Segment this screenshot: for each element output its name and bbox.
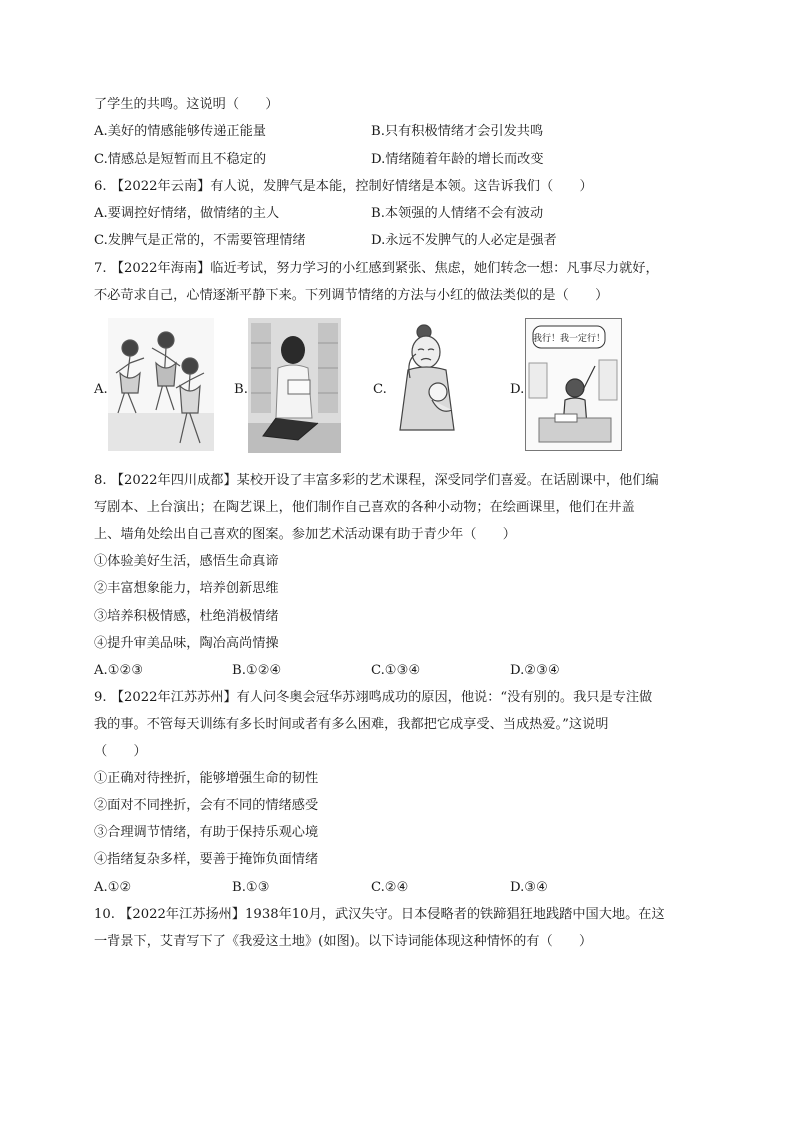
- q7-stem-line1: 7. 【2022年海南】临近考试，努力学习的小红感到紧张、焦虑，她们转念一想：凡事尽力就好，: [94, 261, 659, 276]
- girl-cheering-image: [525, 318, 622, 451]
- q8-option-c: C.①③④: [371, 663, 421, 678]
- q8-option-d: D.②③④: [510, 663, 560, 678]
- q8-option-a: A.①②③: [94, 663, 144, 678]
- dancing-girls-image: [108, 318, 214, 451]
- q8-stem-line2: 写剧本、上台演出；在陶艺课上，他们制作自己喜欢的各种小动物；在绘画课里，他们在井盖: [94, 500, 635, 515]
- speech-bubble-text: 我行！我一定行！: [532, 334, 606, 344]
- q9-option-d: D.③④: [510, 880, 548, 895]
- q8-stem-line1: 8. 【2022年四川成都】某校开设了丰富多彩的艺术课程，深受同学们喜爱。在话剧课中，他们编: [94, 473, 659, 488]
- q5-option-d: D.情绪随着年龄的增长而改变: [371, 152, 544, 167]
- q9-stem-line3: （ ）: [94, 744, 147, 759]
- q5-option-c: C.情感总是短暂而且不稳定的: [94, 152, 267, 167]
- q9-item-1: ①正确对待挫折，能够增强生命的韧性: [94, 771, 319, 786]
- q7-label-a: A.: [94, 382, 108, 397]
- q8-item-3: ③培养积极情感，杜绝消极情绪: [94, 609, 279, 624]
- q8-item-4: ④提升审美品味，陶冶高尚情操: [94, 636, 279, 651]
- mother-crying-image: [388, 320, 474, 445]
- q9-option-c: C.②④: [371, 880, 409, 895]
- q7-label-d: D.: [510, 382, 525, 397]
- q8-item-2: ②丰富想象能力，培养创新思维: [94, 581, 279, 596]
- q7-stem-line2: 不必苛求自己，心情逐渐平静下来。下列调节情绪的方法与小红的做法类似的是（ ）: [94, 288, 609, 303]
- q5-option-a: A.美好的情感能够传递正能量: [94, 124, 266, 139]
- q8-item-1: ①体验美好生活，感悟生命真谛: [94, 554, 279, 569]
- q9-item-3: ③合理调节情绪，有助于保持乐观心境: [94, 825, 319, 840]
- girl-reading-image: [248, 318, 341, 453]
- q9-item-2: ②面对不同挫折，会有不同的情绪感受: [94, 798, 319, 813]
- q10-stem-line1: 10. 【2022年江苏扬州】1938年10月，武汉失守。日本侵略者的铁蹄猖狂地践踏中国大地。在这: [94, 907, 665, 922]
- q9-option-a: A.①②: [94, 880, 132, 895]
- q6-option-b: B.本领强的人情绪不会有波动: [371, 206, 544, 221]
- q9-stem-line2: 我的事。不管每天训练有多长时间或者有多么困难，我都把它成享受、当成热爱。”这说明: [94, 717, 609, 732]
- q6-stem: 6. 【2022年云南】有人说，发脾气是本能，控制好情绪是本领。这告诉我们（ ）: [94, 179, 593, 194]
- q9-item-4: ④指绪复杂多样，要善于掩饰负面情绪: [94, 852, 319, 867]
- q5-option-b: B.只有积极情绪才会引发共鸣: [371, 124, 544, 139]
- q9-stem-line1: 9. 【2022年江苏苏州】有人问冬奥会冠华苏翊鸣成功的原因，他说：“没有别的。我只是专注做: [94, 690, 653, 705]
- q9-option-b: B.①③: [232, 880, 270, 895]
- q7-label-b: B.: [234, 382, 248, 397]
- q7-label-c: C.: [373, 382, 387, 397]
- q6-option-a: A.要调控好情绪，做情绪的主人: [94, 206, 280, 221]
- q5-stem-tail: 了学生的共鸣。这说明（ ）: [94, 97, 279, 112]
- q10-stem-line2: 一背景下，艾青写下了《我爱这土地》(如图)。以下诗词能体现这种情怀的有（ ）: [94, 934, 593, 949]
- q6-option-d: D.永远不发脾气的人必定是强者: [371, 233, 557, 248]
- q8-option-b: B.①②④: [232, 663, 282, 678]
- q8-stem-line3: 上、墙角处绘出自己喜欢的图案。参加艺术活动课有助于青少年（ ）: [94, 527, 516, 542]
- q6-option-c: C.发脾气是正常的，不需要管理情绪: [94, 233, 306, 248]
